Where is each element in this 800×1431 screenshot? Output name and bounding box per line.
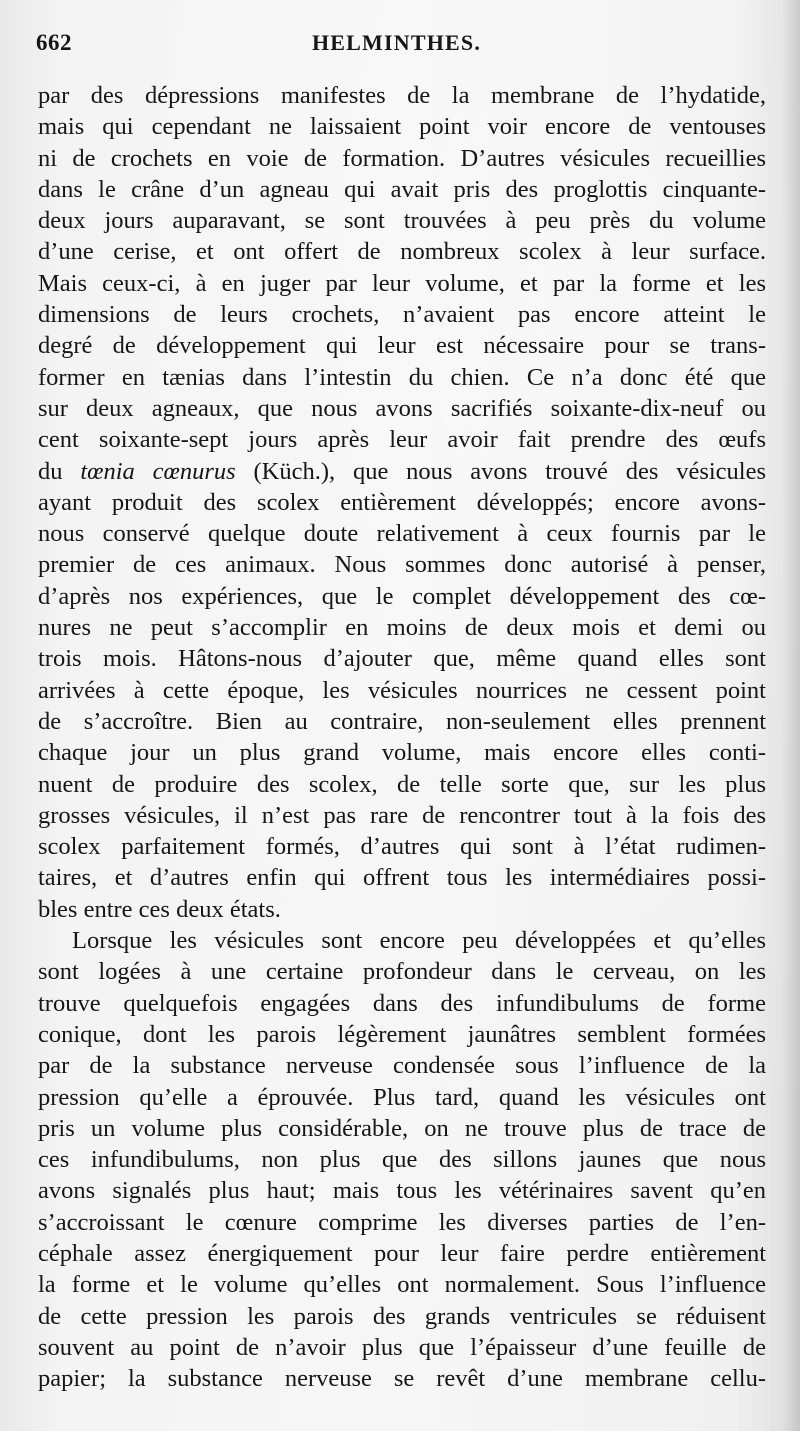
- text-line: souvent au point de n’avoir plus que l’épaisseur d’une feuille de: [38, 1333, 766, 1361]
- text-line: nuent de produire des scolex, de telle sorte que, sur les plus: [38, 770, 766, 798]
- text-line: de cette pression les parois des grands ventricules se réduisent: [38, 1302, 766, 1330]
- text-line: ces infundibulums, non plus que des sillons jaunes que nous: [38, 1146, 766, 1174]
- text-line: pris un volume plus considérable, on ne trouve plus de trace de: [38, 1114, 766, 1142]
- text-fragment: (Küch.), que nous avons trouvé des vésicules: [235, 457, 766, 485]
- text-line: ayant produit des scolex entièrement développés; encore avons-: [38, 488, 766, 516]
- text-line: nures ne peut s’accomplir en moins de deux mois et demi ou: [38, 614, 766, 642]
- text-line: premier de ces animaux. Nous sommes donc autorisé à penser,: [38, 551, 766, 579]
- text-line: conique, dont les parois légèrement jaunâtres semblent formées: [38, 1020, 766, 1048]
- text-fragment: du: [38, 457, 81, 485]
- text-line: d’après nos expériences, que le complet développement des cœ-: [38, 582, 766, 610]
- text-line: cent soixante-sept jours après leur avoir fait prendre des œufs: [38, 426, 766, 454]
- text-line: trois mois. Hâtons-nous d’ajouter que, même quand elles sont: [38, 645, 766, 673]
- page-edge-shadow: [782, 0, 800, 1431]
- text-line: s’accroissant le cœnure comprime les diverses parties de l’en-: [38, 1208, 766, 1236]
- text-line: ni de crochets en voie de formation. D’autres vésicules recueillies: [38, 144, 766, 172]
- text-line: avons signalés plus haut; mais tous les vétérinaires savent qu’en: [38, 1177, 766, 1205]
- text-line: par de la substance nerveuse condensée sous l’influence de la: [38, 1052, 766, 1080]
- text-line: [38, 456, 766, 487]
- text-line: papier; la substance nerveuse se revêt d’une membrane cellu-: [38, 1365, 766, 1393]
- text-line: grosses vésicules, il n’est pas rare de rencontrer tout à la fois des: [38, 801, 766, 829]
- text-line: trouve quelquefois engagées dans des infundibulums de forme: [38, 989, 766, 1017]
- body-text: [38, 80, 766, 1394]
- text-line: former en tænias dans l’intestin du chien. Ce n’a donc été que: [38, 363, 766, 391]
- text-line: d’une cerise, et ont offert de nombreux scolex à leur surface.: [38, 238, 766, 266]
- text-line: taires, et d’autres enfin qui offrent tous les intermédiaires possi-: [38, 864, 766, 892]
- page-number: 662: [36, 30, 72, 55]
- text-line: Lorsque les vésicules sont encore peu développées et qu’elles: [72, 927, 766, 955]
- text-line: dans le crâne d’un agneau qui avait pris des proglottis cinquante-: [38, 175, 766, 203]
- text-line: bles entre ces deux états.: [38, 895, 281, 923]
- text-line: chaque jour un plus grand volume, mais encore elles conti-: [38, 739, 766, 767]
- text-line: Mais ceux-ci, à en juger par leur volume, et par la forme et les: [38, 269, 766, 297]
- text-line: nous conservé quelque doute relativement à ceux fournis par le: [38, 520, 766, 548]
- text-line: arrivées à cette époque, les vésicules nourrices ne cessent point: [38, 676, 766, 704]
- text-line: sont logées à une certaine profondeur dans le cerveau, on les: [38, 958, 766, 986]
- running-title: HELMINTHES.: [312, 30, 482, 55]
- text-line: la forme et le volume qu’elles ont normalement. Sous l’influence: [38, 1271, 766, 1299]
- text-line: dimensions de leurs crochets, n’avaient pas encore atteint le: [38, 301, 766, 329]
- species-name: tœnia cœnurus: [80, 457, 236, 485]
- text-line: céphale assez énergiquement pour leur faire perdre entièrement: [38, 1239, 766, 1267]
- text-line: scolex parfaitement formés, d’autres qui sont à l’état rudimen-: [38, 833, 766, 861]
- text-line: degré de développement qui leur est nécessaire pour se trans-: [38, 332, 766, 360]
- text-line: sur deux agneaux, que nous avons sacrifiés soixante-dix-neuf ou: [38, 394, 766, 422]
- text-line: par des dépressions manifestes de la membrane de l’hydatide,: [38, 82, 766, 109]
- text-line: de s’accroître. Bien au contraire, non-seulement elles prennent: [38, 707, 766, 735]
- running-head: [36, 30, 766, 62]
- text-line: mais qui cependant ne laissaient point voir encore de ventouses: [38, 113, 766, 141]
- text-line: pression qu’elle a éprouvée. Plus tard, quand les vésicules ont: [38, 1083, 766, 1111]
- text-line: deux jours auparavant, se sont trouvées à peu près du volume: [38, 207, 766, 235]
